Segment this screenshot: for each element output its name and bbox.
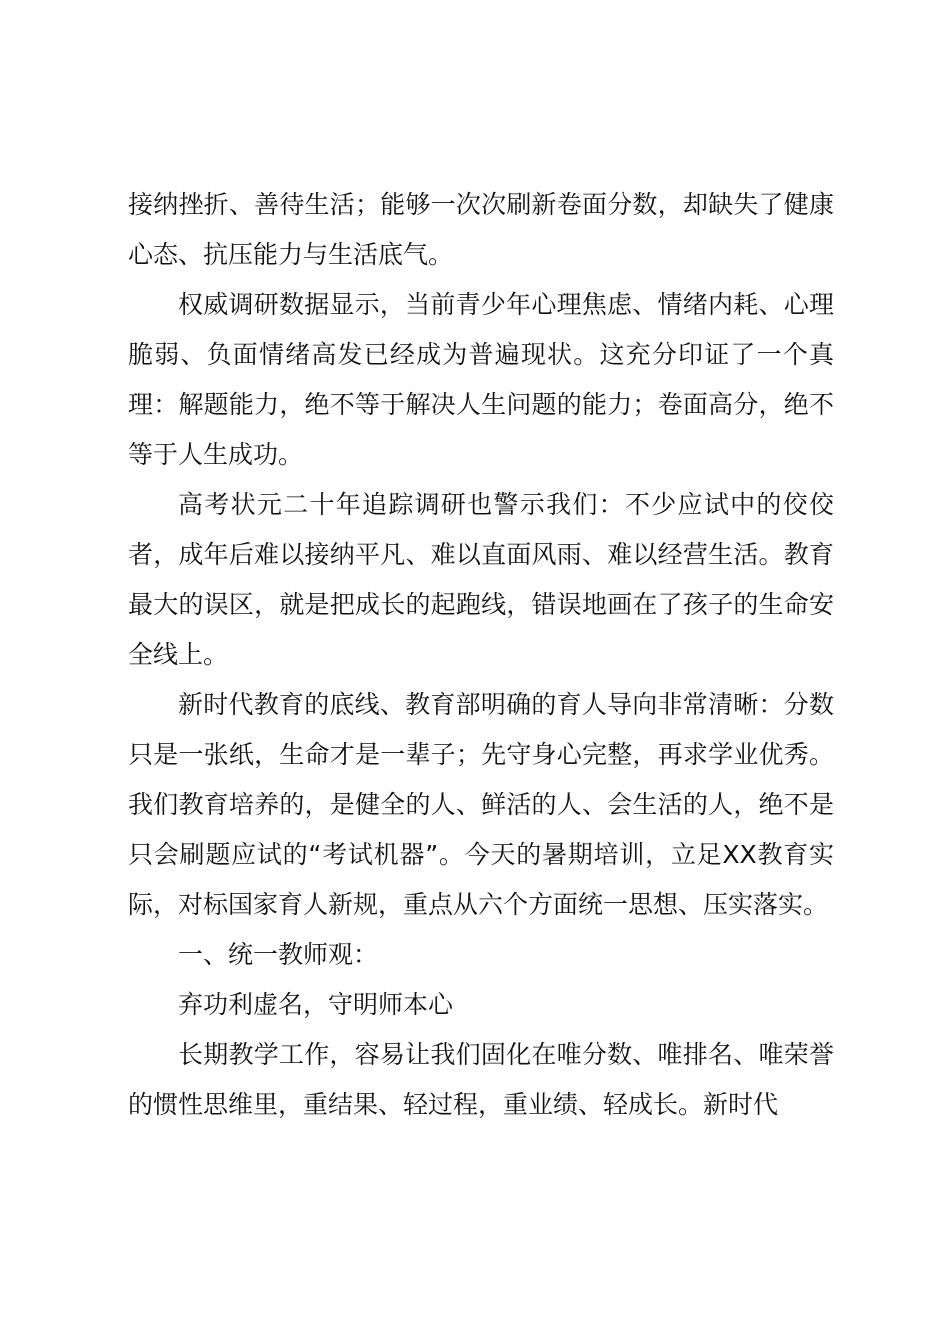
section-heading: 一、统一教师观： xyxy=(178,940,379,969)
paragraph-new-era-education: 新时代教育的底线、教育部明确的育人导向非常清晰：分数只是一张纸，生命才是一辈子；先守身心完整，再求学业优秀。我们教育培养的，是健全的人、鲜活的人、会生活的人，绝不是只会刷题应试的“考试机器”。今天的暑期培训，立足XX教育实际，对标国家育人新规，重点从六个方面统一思想、压实落实。 xyxy=(128,690,834,919)
paragraph-long-term-teaching: 长期教学工作，容易让我们固化在唯分数、唯排名、唯荣誉的惯性思维里，重结果、轻过程，重业绩、轻成长。新时代 xyxy=(128,1040,834,1119)
paragraph-research-data: 权威调研数据显示，当前青少年心理焦虑、情绪内耗、心理脆弱、负面情绪高发已经成为普遍现状。这充分印证了一个真理：解题能力，绝不等于解决人生问题的能力；卷面高分，绝不等于人生成功。 xyxy=(128,290,834,469)
document-body xyxy=(128,180,834,1130)
paragraph-continuation: 接纳挫折、善待生活；能够一次次刷新卷面分数，却缺失了健康心态、抗压能力与生活底气。 xyxy=(128,190,834,269)
paragraph-gaokao-survey: 高考状元二十年追踪调研也警示我们：不少应试中的佼佼者，成年后难以接纳平凡、难以直面风雨、难以经营生活。教育最大的误区，就是把成长的起跑线，错误地画在了孩子的生命安全线上。 xyxy=(128,490,834,669)
section-subheading: 弃功利虚名，守明师本心 xyxy=(178,990,454,1019)
